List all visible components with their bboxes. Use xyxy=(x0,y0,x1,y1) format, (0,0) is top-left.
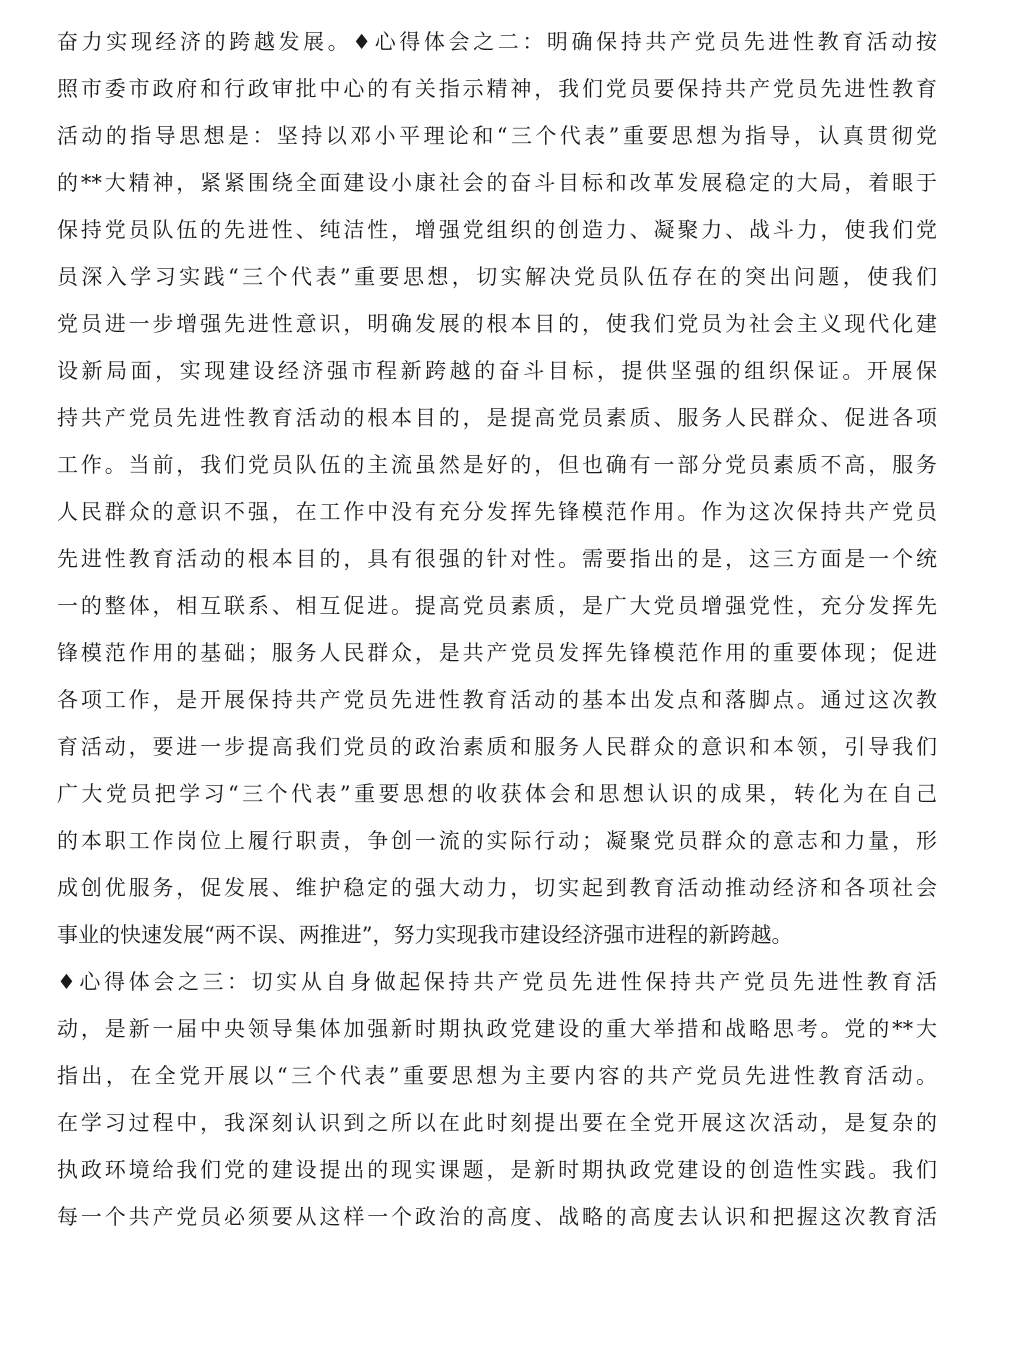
text-line: 设新局面，实现建设经济强市程新跨越的奋斗目标，提供坚强的组织保证。开展保 xyxy=(57,359,937,383)
text-line: 一的整体，相互联系、相互促进。提高党员素质，是广大党员增强党性，充分发挥先 xyxy=(57,594,937,618)
text-line: 执政环境给我们党的建设提出的现实课题，是新时期执政党建设的创造性实践。我们 xyxy=(57,1158,937,1182)
text-line: 广大党员把学习“三个代表”重要思想的收获体会和思想认识的成果，转化为在自己 xyxy=(57,782,937,806)
text-line: 的**大精神，紧紧围绕全面建设小康社会的奋斗目标和改革发展稳定的大局，着眼于 xyxy=(57,171,937,195)
text-line: 育活动，要进一步提高我们党员的政治素质和服务人民群众的意识和本领，引导我们 xyxy=(57,735,937,759)
text-line: 奋力实现经济的跨越发展。♦心得体会之二：明确保持共产党员先进性教育活动按 xyxy=(57,30,937,54)
text-line: 活动的指导思想是：坚持以邓小平理论和“三个代表”重要思想为指导，认真贯彻党 xyxy=(57,124,937,148)
text-line: 成创优服务，促发展、维护稳定的强大动力，切实起到教育活动推动经济和各项社会 xyxy=(57,876,937,900)
text-line: 持共产党员先进性教育活动的根本目的，是提高党员素质、服务人民群众、促进各项 xyxy=(57,406,937,430)
text-line: 各项工作，是开展保持共产党员先进性教育活动的基本出发点和落脚点。通过这次教 xyxy=(57,688,937,712)
text-line: 员深入学习实践“三个代表”重要思想，切实解决党员队伍存在的突出问题，使我们 xyxy=(57,265,937,289)
text-line: 指出，在全党开展以“三个代表”重要思想为主要内容的共产党员先进性教育活动。 xyxy=(57,1064,937,1088)
text-line: 锋模范作用的基础；服务人民群众，是共产党员发挥先锋模范作用的重要体现；促进 xyxy=(57,641,937,665)
text-line: 先进性教育活动的根本目的，具有很强的针对性。需要指出的是，这三方面是一个统 xyxy=(57,547,937,571)
text-line: 每一个共产党员必须要从这样一个政治的高度、战略的高度去认识和把握这次教育活 xyxy=(57,1205,937,1229)
text-line: 人民群众的意识不强，在工作中没有充分发挥先锋模范作用。作为这次保持共产党员 xyxy=(57,500,937,524)
text-line: 事业的快速发展“两不误、两推进”，努力实现我市建设经济强市进程的新跨越。 xyxy=(57,923,793,947)
text-line: 动，是新一届中央领导集体加强新时期执政党建设的重大举措和战略思考。党的**大 xyxy=(57,1017,937,1041)
text-line: 保持党员队伍的先进性、纯洁性，增强党组织的创造力、凝聚力、战斗力，使我们党 xyxy=(57,218,937,242)
text-line: 党员进一步增强先进性意识，明确发展的根本目的，使我们党员为社会主义现代化建 xyxy=(57,312,937,336)
text-line: 工作。当前，我们党员队伍的主流虽然是好的，但也确有一部分党员素质不高，服务 xyxy=(57,453,937,477)
text-line: 在学习过程中，我深刻认识到之所以在此时刻提出要在全党开展这次活动，是复杂的 xyxy=(57,1111,937,1135)
text-line: 的本职工作岗位上履行职责，争创一流的实际行动；凝聚党员群众的意志和力量，形 xyxy=(57,829,937,853)
text-line: ♦心得体会之三：切实从自身做起保持共产党员先进性保持共产党员先进性教育活 xyxy=(57,970,937,994)
text-line: 照市委市政府和行政审批中心的有关指示精神，我们党员要保持共产党员先进性教育 xyxy=(57,77,937,101)
